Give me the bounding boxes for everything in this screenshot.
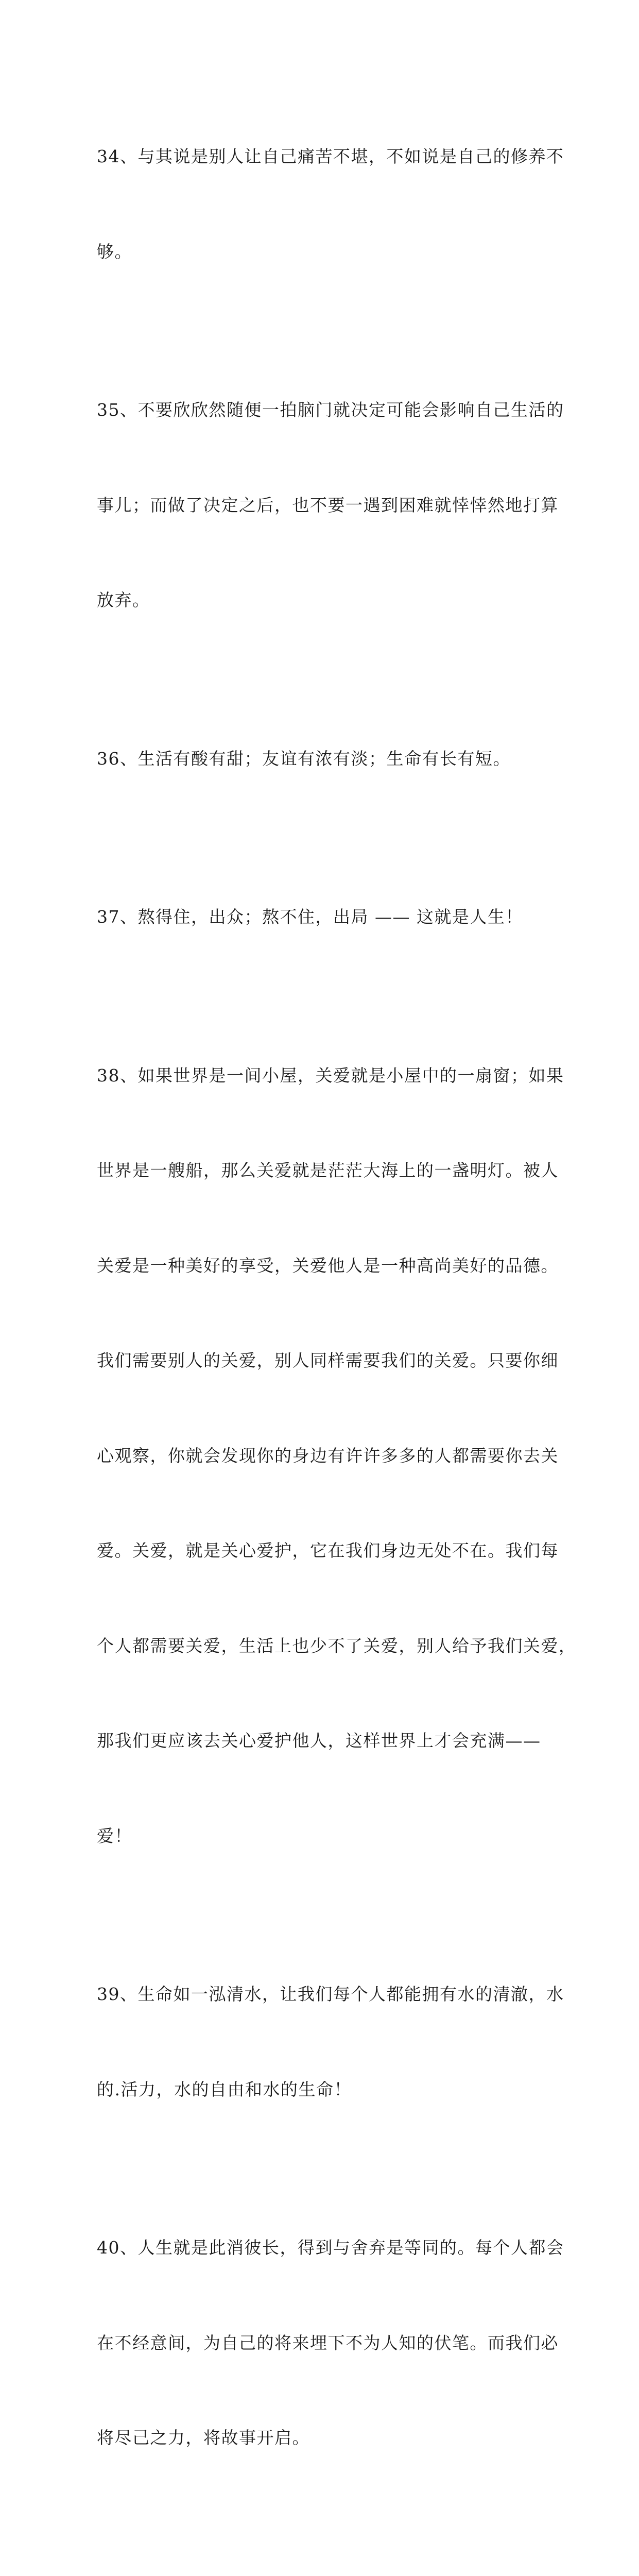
text-line: 40、人生就是此消彼长，得到与舍弃是等同的。每个人都会 xyxy=(97,2232,545,2264)
text-line: 爱！ xyxy=(97,1820,545,1852)
text-line: 35、不要欣欣然随便一拍脑门就决定可能会影响自己生活的 xyxy=(97,394,545,426)
text-line: 个人都需要关爱，生活上也少不了关爱，别人给予我们关爱， xyxy=(97,1630,545,1662)
text-line: 那我们更应该去关心爱护他人，这样世界上才会充满—— xyxy=(97,1725,545,1757)
paragraph-36 xyxy=(97,680,545,838)
text-line: 将尽己之力，将故事开启。 xyxy=(97,2422,545,2454)
text-line: 爱。关爱，就是关心爱护，它在我们身边无处不在。我们每 xyxy=(97,1535,545,1567)
paragraph-37 xyxy=(97,838,545,996)
text-line: 39、生命如一泓清水，让我们每个人都能拥有水的清澈，水 xyxy=(97,1978,545,2010)
text-line: 38、如果世界是一间小屋，关爱就是小屋中的一扇窗；如果 xyxy=(97,1060,545,1092)
text-line: 34、与其说是别人让自己痛苦不堪，不如说是自己的修养不 xyxy=(97,141,545,173)
text-line: 够。 xyxy=(97,236,545,268)
paragraph-41 xyxy=(97,2517,545,2576)
text-line: 放弃。 xyxy=(97,584,545,616)
text-line: 的.活力，水的自由和水的生命！ xyxy=(97,2074,545,2106)
document-body xyxy=(97,77,545,2576)
paragraph-39 xyxy=(97,1915,545,2168)
text-line: 世界是一艘船，那么关爱就是茫茫大海上的一盏明灯。被人 xyxy=(97,1155,545,1187)
text-line: 我们需要别人的关爱，别人同样需要我们的关爱。只要你细 xyxy=(97,1345,545,1377)
text-line: 在不经意间，为自己的将来埋下不为人知的伏笔。而我们必 xyxy=(97,2327,545,2359)
paragraph-34 xyxy=(97,77,545,331)
text-line: 事儿；而做了决定之后，也不要一遇到困难就悻悻然地打算 xyxy=(97,489,545,521)
text-line: 37、熬得住，出众；熬不住，出局 —— 这就是人生！ xyxy=(97,901,545,933)
document-page xyxy=(0,0,639,904)
text-line: 心观察，你就会发现你的身边有许许多多的人都需要你去关 xyxy=(97,1440,545,1472)
paragraph-40 xyxy=(97,2168,545,2517)
paragraph-35 xyxy=(97,331,545,680)
paragraph-38 xyxy=(97,996,545,1916)
text-line: 关爱是一种美好的享受，关爱他人是一种高尚美好的品德。 xyxy=(97,1250,545,1282)
text-line: 36、生活有酸有甜；友谊有浓有淡；生命有长有短。 xyxy=(97,743,545,775)
